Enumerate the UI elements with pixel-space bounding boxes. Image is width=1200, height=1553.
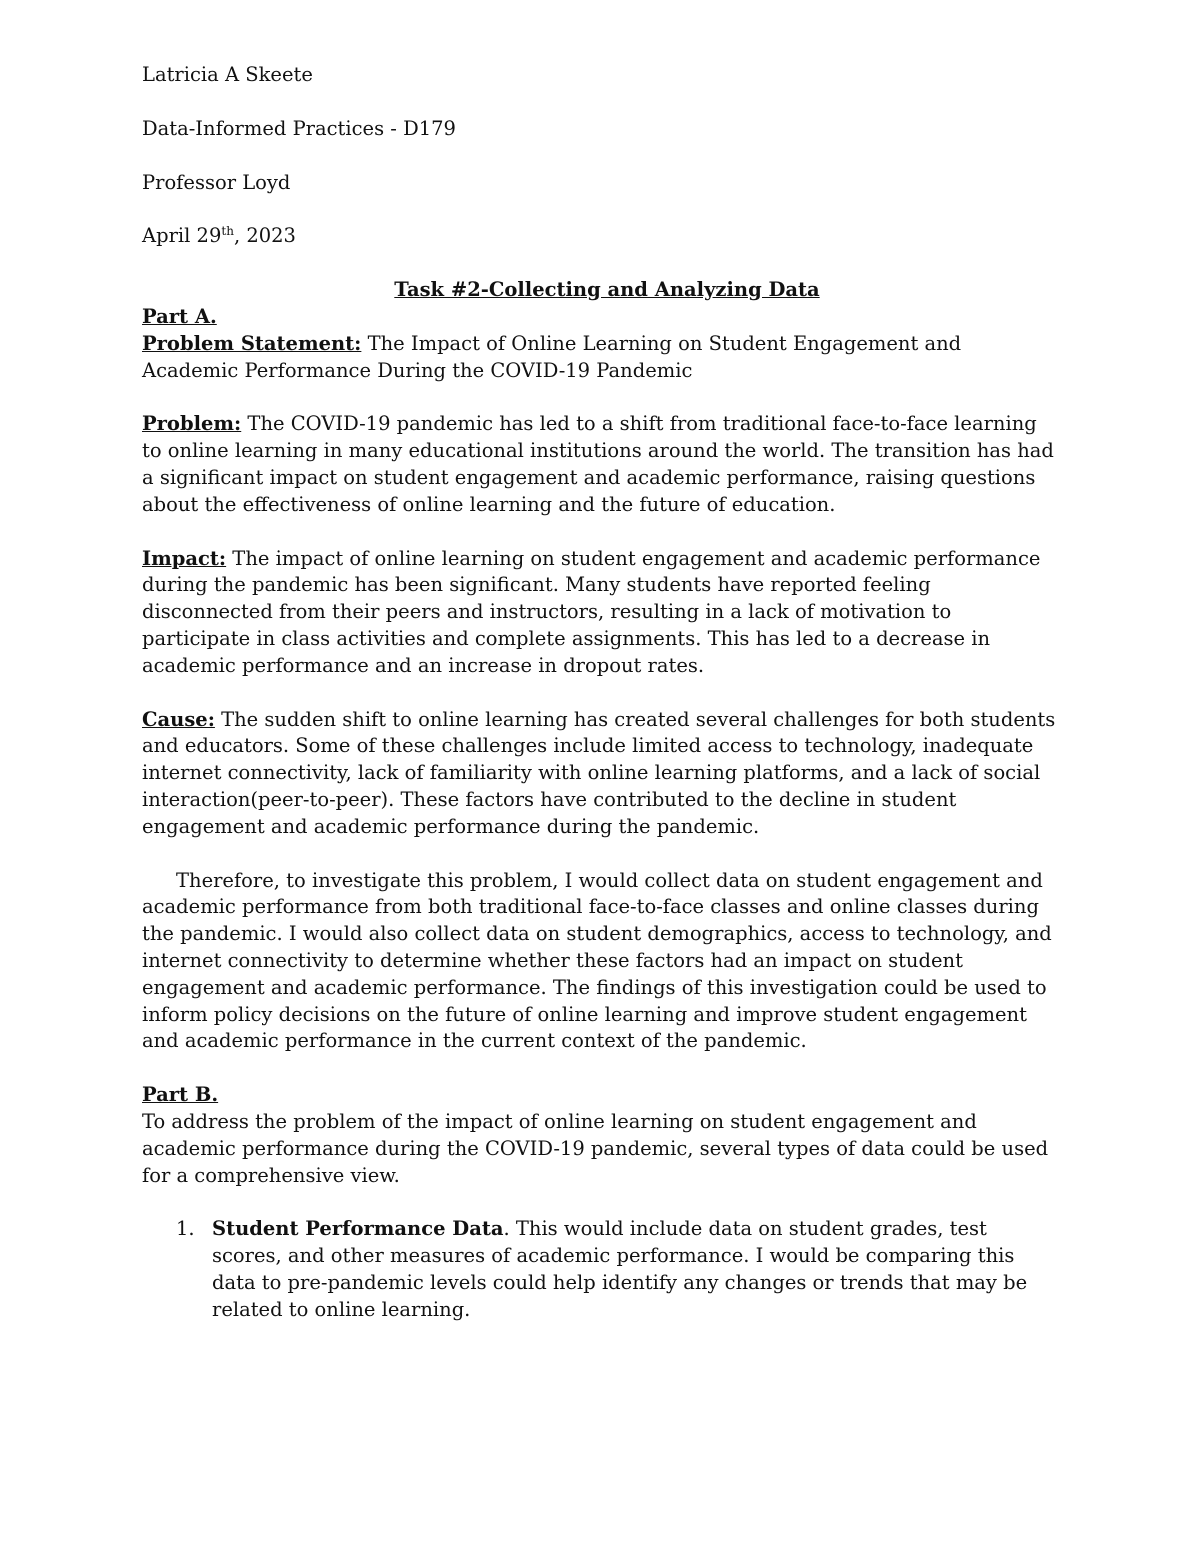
document-date bbox=[142, 223, 1062, 250]
date-suffix: , 2023 bbox=[233, 224, 296, 248]
list-item-title: Student Performance Data bbox=[212, 1217, 504, 1241]
impact-text: The impact of online learning on student engagement and academic performance during the pandemic has been significant. Many students have reported feeling disconnected from their peers and instructors, resulting in a lack of motivation to participate in class activities and complete assignments. This has led to a decrease in academic performance and an increase in dropout rates. bbox=[142, 546, 1041, 677]
problem-label: Problem: bbox=[142, 412, 242, 436]
list-item-text: . This would include data on student grades, test scores, and other measures of academic performance. I would be comparing this data to pre-pandemic levels could help identify any changes or trends that may be related to online learning. bbox=[212, 1217, 1028, 1321]
date-prefix: April 29 bbox=[142, 224, 222, 248]
spacer bbox=[142, 1189, 1062, 1216]
cause-label: Cause: bbox=[142, 707, 215, 731]
cause-paragraph bbox=[142, 707, 1062, 841]
part-b-heading: Part B. bbox=[142, 1083, 219, 1107]
part-b-intro: To address the problem of the impact of online learning on student engagement and academic performance during the COVID-19 pandemic, several types of data could be used for a comprehensive view. bbox=[142, 1109, 1049, 1187]
therefore-paragraph: Therefore, to investigate this problem, I would collect data on student engagement and academic performance from both traditional face-to-face classes and online classes during the pandemic. I would also collect data on student demographics, access to technology, and internet connectivity to determine whether these factors had an impact on student engagement and academic performance. The findings of this investigation could be used to inform policy decisions on the future of online learning and improve student engagement and academic performance in the current context of the pandemic. bbox=[142, 868, 1052, 1053]
impact-paragraph bbox=[142, 546, 1062, 680]
data-types-list bbox=[142, 1216, 1062, 1323]
spacer bbox=[142, 680, 1062, 707]
spacer bbox=[142, 841, 1062, 868]
list-item-number: 1. bbox=[176, 1217, 195, 1241]
document-body bbox=[142, 62, 1062, 1323]
professor-name: Professor Loyd bbox=[142, 170, 291, 194]
problem-statement-text: The Impact of Online Learning on Student Engagement and Academic Performance During the COVID-19 Pandemic bbox=[142, 331, 962, 382]
problem-statement-label: Problem Statement: bbox=[142, 331, 362, 355]
cause-text: The sudden shift to online learning has created several challenges for both students and educators. Some of these challenges include limited access to technology, inadequate internet connectivity, lack of familiarity with online learning platforms, and a lack of social interaction(peer-to-peer). These factors have contributed to the decline in student engagement and academic performance during the pandemic. bbox=[142, 707, 1056, 838]
part-a-heading: Part A. bbox=[142, 304, 217, 328]
date-superscript: th bbox=[221, 224, 234, 239]
course-name: Data-Informed Practices - D179 bbox=[142, 116, 456, 140]
list-item bbox=[142, 1216, 1062, 1323]
impact-label: Impact: bbox=[142, 546, 227, 570]
problem-statement-paragraph bbox=[142, 331, 1062, 385]
spacer bbox=[142, 1055, 1062, 1082]
task-title: Task #2-Collecting and Analyzing Data bbox=[394, 278, 820, 302]
author-name: Latricia A Skeete bbox=[142, 63, 313, 86]
spacer bbox=[142, 519, 1062, 546]
spacer bbox=[142, 384, 1062, 411]
problem-text: The COVID-19 pandemic has led to a shift from traditional face-to-face learning to online learning in many educational institutions around the world. The transition has had a significant impact on student engagement and academic performance, raising questions about the effectiveness of online learning and the future of education. bbox=[142, 412, 1054, 516]
problem-paragraph bbox=[142, 411, 1062, 518]
